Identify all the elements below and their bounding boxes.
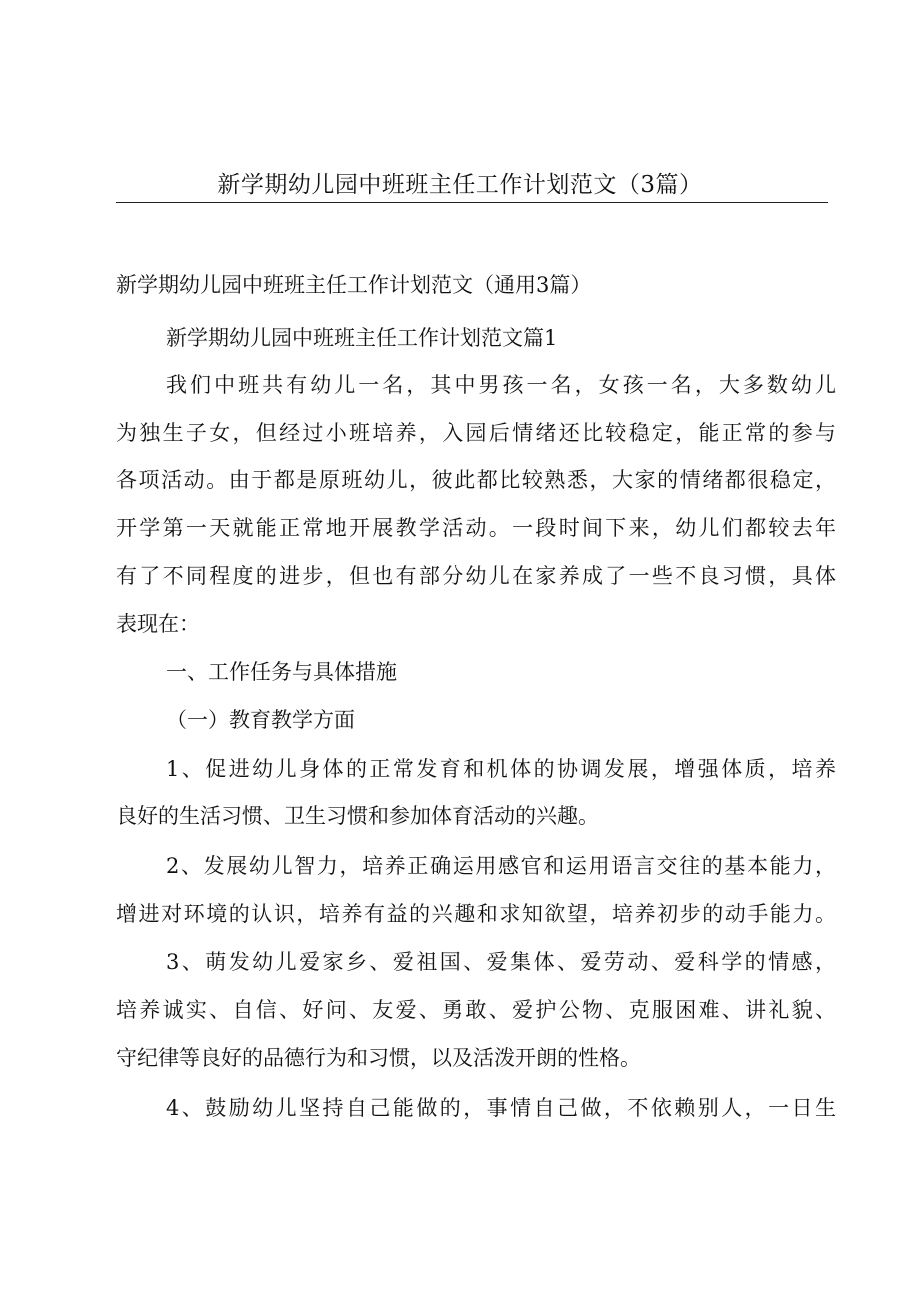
document-subtitle: 新学期幼儿园中班班主任工作计划范文（通用3篇） [116,273,592,297]
list-item-line: 1、促进幼儿身体的正常发育和机体的协调发展，增强体质，培养 [166,757,836,781]
list-item-line: 培养诚实、自信、好问、友爱、勇敢、爱护公物、克服困难、讲礼貌、 [116,998,836,1022]
section-heading: 一、工作任务与具体措施 [166,660,397,684]
paragraph-line: 我们中班共有幼儿一名，其中男孩一名，女孩一名，大多数幼儿 [166,373,836,397]
paragraph-line: 为独生子女，但经过小班培养，入园后情绪还比较稳定，能正常的参与 [116,421,836,445]
list-item-line: 4、鼓励幼儿坚持自己能做的，事情自己做，不依赖别人，一日生 [166,1096,836,1120]
subsection-heading: （一）教育教学方面 [166,708,355,732]
title-underline [116,202,828,203]
article-heading: 新学期幼儿园中班班主任工作计划范文篇1 [166,326,558,350]
list-item-line: 增进对环境的认识，培养有益的兴趣和求知欲望，培养初步的动手能力。 [116,902,836,926]
paragraph-line: 开学第一天就能正常地开展教学活动。一段时间下来，幼儿们都较去年 [116,516,836,540]
list-item-line: 2、发展幼儿智力，培养正确运用感官和运用语言交往的基本能力， [166,854,836,878]
document-title: 新学期幼儿园中班班主任工作计划范文（3篇） [217,172,703,198]
list-item-line: 3、萌发幼儿爱家乡、爱祖国、爱集体、爱劳动、爱科学的情感， [166,950,836,974]
list-item-line: 守纪律等良好的品德行为和习惯，以及活泼开朗的性格。 [116,1046,641,1070]
paragraph-line: 有了不同程度的进步，但也有部分幼儿在家养成了一些不良习惯，具体 [116,564,836,588]
paragraph-line: 各项活动。由于都是原班幼儿，彼此都比较熟悉，大家的情绪都很稳定， [116,468,836,492]
list-item-line: 良好的生活习惯、卫生习惯和参加体育活动的兴趣。 [116,804,599,828]
paragraph-line: 表现在： [116,612,200,636]
